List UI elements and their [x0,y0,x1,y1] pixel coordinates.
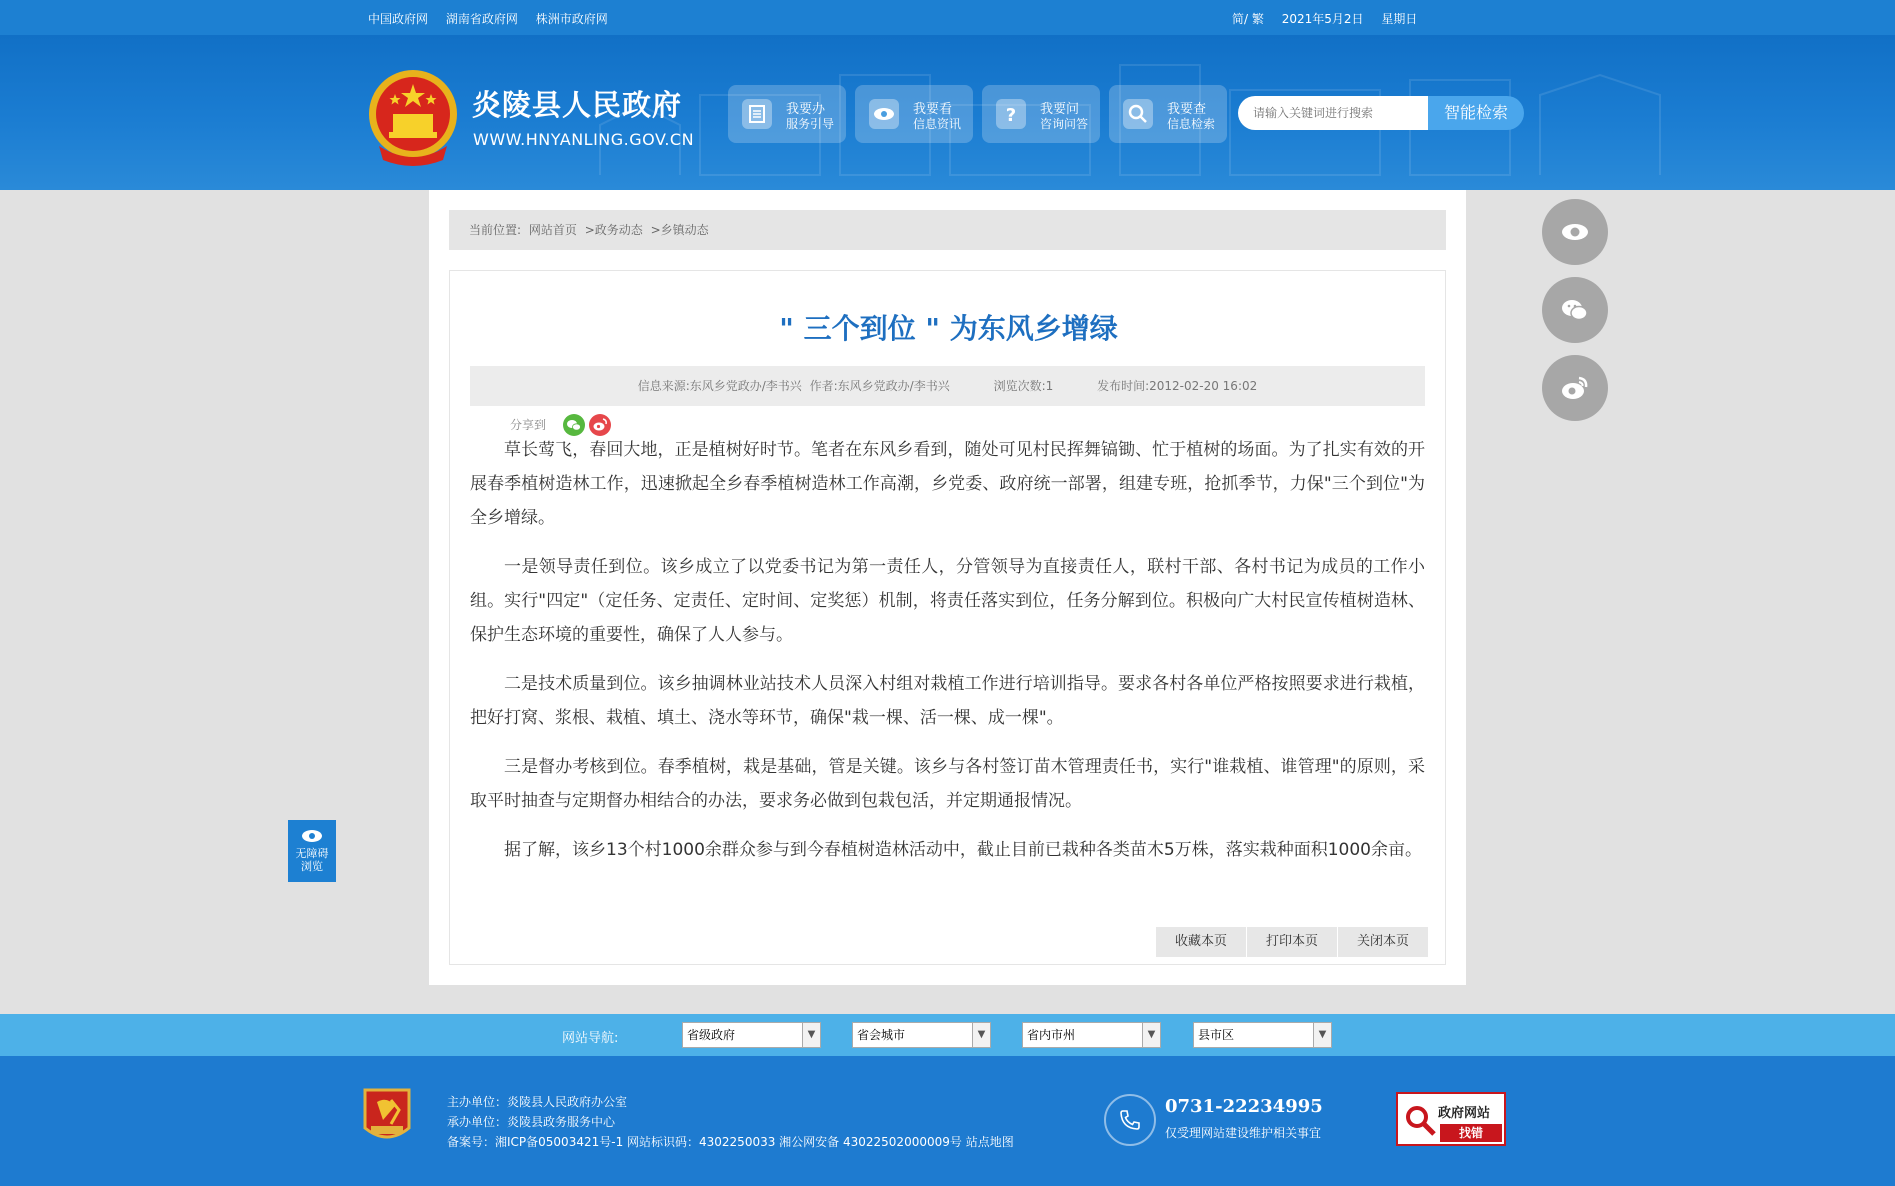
quick-service-guide[interactable] [728,85,846,143]
article-paragraph: 二是技术质量到位。该乡抽调林业站技术人员深入村组对栽植工作进行培训指导。要求各村各单位严格按照要求进行栽植，把好打窝、浆根、栽植、填土、浇水等环节，确保"栽一棵、活一棵、成一棵"。 [470,674,1425,728]
quick-info-news[interactable] [855,85,973,143]
footer-host: 主办单位：炎陵县人民政府办公室 [447,1095,628,1109]
article-author: 作者:东风乡党政办/李书兴 [809,379,950,393]
bookmark-page-button[interactable]: 收藏本页 [1156,927,1246,957]
main-content [429,190,1466,985]
article-body [470,433,1425,882]
wechat-icon [1559,294,1591,326]
view-float-button[interactable] [1542,199,1608,265]
quick-info-search[interactable] [1109,85,1227,143]
quick-title: 我要办 [786,102,826,117]
gov-links [368,10,622,27]
quick-title: 我要查 [1167,102,1207,117]
article-paragraph: 三是督办考核到位。春季植树，栽是基础，管是关键。该乡与各村签订苗木管理责任书，实行"谁栽植、谁管理"的原则，采取平时抽查与定期督办相结合的办法，要求务必做到包栽包活，并定期通报情况。 [470,757,1425,811]
site-navigation-bar [0,1014,1895,1056]
chevron-down-icon: ▼ [1313,1023,1331,1047]
select-value: 县市区 [1198,1028,1235,1042]
breadcrumb-label: 当前位置: [469,223,522,237]
quick-subtitle: 服务引导 [786,117,835,131]
site-header [0,35,1895,190]
quick-title: 我要看 [913,102,953,117]
article-paragraph: 草长莺飞，春回大地，正是植树好时节。笔者在东风乡看到，随处可见村民挥舞镐锄、忙于植树的场面。为了扎实有效的开展春季植树造林工作，迅速掀起全乡春季植树造林工作高潮，乡党委、政府统一部署，组建专班，抢抓季节，力保"三个到位"为全乡增绿。 [470,440,1425,528]
quick-subtitle: 信息检索 [1167,117,1216,131]
top-bar-right [1232,10,1431,27]
article-meta [470,366,1425,406]
article [449,270,1446,965]
search-input[interactable] [1238,96,1428,130]
select-county-district[interactable] [1193,1022,1332,1048]
site-url: WWW.HNYANLING.GOV.CN [473,130,695,149]
contact-phone-note: 仅受理网站建设维护相关事宜 [1165,1126,1322,1140]
eye-icon [1559,216,1591,248]
chevron-down-icon: ▼ [1142,1023,1160,1047]
phone-icon [1104,1094,1156,1146]
breadcrumb [449,210,1446,250]
link-china-gov[interactable]: 中国政府网 [368,12,429,26]
link-zhuzhou-gov[interactable]: 株洲市政府网 [535,12,608,26]
document-icon [742,99,772,129]
footer-info [447,1092,1014,1152]
top-bar [0,0,1895,35]
accessibility-button[interactable] [288,820,336,882]
gov-site-error-report-badge[interactable] [1396,1092,1506,1146]
smart-search-button[interactable]: 智能检索 [1428,96,1524,130]
breadcrumb-gov-news[interactable]: >政务动态 [584,223,643,237]
magnifier-icon [1402,1102,1438,1138]
contact-phone: 0731-22234995 [1165,1096,1323,1117]
national-emblem-logo [365,68,461,168]
article-published: 发布时间:2012-02-20 16:02 [1097,379,1258,393]
weibo-icon [1559,372,1591,404]
current-weekday: 星期日 [1381,12,1418,26]
party-organization-badge[interactable] [361,1086,413,1148]
site-nav-label: 网站导航: [562,1031,619,1046]
search-icon [1123,99,1153,129]
article-paragraph: 据了解，该乡13个村1000余群众参与到今春植树造林活动中，截止目前已栽种各类苗木5万株，落实栽种面积1000余亩。 [504,840,1422,860]
svg-text:?: ? [1005,105,1017,126]
breadcrumb-home[interactable]: 网站首页 [528,223,577,237]
select-capital-city[interactable] [852,1022,991,1048]
accessibility-label-2: 浏览 [301,860,323,873]
article-source: 信息来源:东风乡党政办/李书兴 [637,379,802,393]
quick-consult-qa[interactable] [982,85,1100,143]
article-views: 浏览次数:1 [993,379,1054,393]
link-hunan-gov[interactable]: 湖南省政府网 [445,12,518,26]
select-value: 省级政府 [687,1028,736,1042]
chevron-down-icon: ▼ [802,1023,820,1047]
article-title: " 三个到位 " 为东风乡增绿 [779,312,1118,345]
article-actions [1155,927,1428,957]
breadcrumb-town-news[interactable]: >乡镇动态 [650,223,709,237]
lang-switch[interactable]: 简/ 繁 [1232,12,1264,26]
site-footer [0,1056,1895,1186]
eye-icon [301,828,323,844]
current-date: 2021年5月2日 [1281,12,1364,26]
select-value: 省内市州 [1027,1028,1076,1042]
close-page-button[interactable]: 关闭本页 [1338,927,1428,957]
wechat-float-button[interactable] [1542,277,1608,343]
error-badge-title: 政府网站 [1438,1106,1491,1121]
select-province-city[interactable] [1022,1022,1161,1048]
select-provincial-gov[interactable] [682,1022,821,1048]
site-name: 炎陵县人民政府 [472,88,683,122]
footer-organizer: 承办单位：炎陵县政务服务中心 [447,1115,616,1129]
select-value: 省会城市 [857,1028,906,1042]
share-label: 分享到 [510,418,547,432]
quick-title: 我要问 [1040,102,1080,117]
quick-subtitle: 咨询问答 [1040,117,1089,131]
question-icon [996,99,1026,129]
error-badge-label: 找错 [1440,1124,1502,1142]
quick-subtitle: 信息资讯 [913,117,962,131]
print-page-button[interactable]: 打印本页 [1247,927,1337,957]
article-paragraph: 一是领导责任到位。该乡成立了以党委书记为第一责任人，分管领导为直接责任人，联村干部、各村书记为成员的工作小组。实行"四定"（定任务、定责任、定时间、定奖惩）机制，将责任落实到位，任务分解到位。积极向广大村民宣传植树造林、保护生态环境的重要性，确保了人人参与。 [470,557,1425,645]
footer-record: 备案号：湘ICP备05003421号-1 网站标识码：4302250033 湘公网安备 43022502000009号 站点地图 [447,1135,1014,1149]
eye-icon [869,99,899,129]
chevron-down-icon: ▼ [972,1023,990,1047]
accessibility-label-1: 无障碍 [295,847,329,860]
weibo-float-button[interactable] [1542,355,1608,421]
